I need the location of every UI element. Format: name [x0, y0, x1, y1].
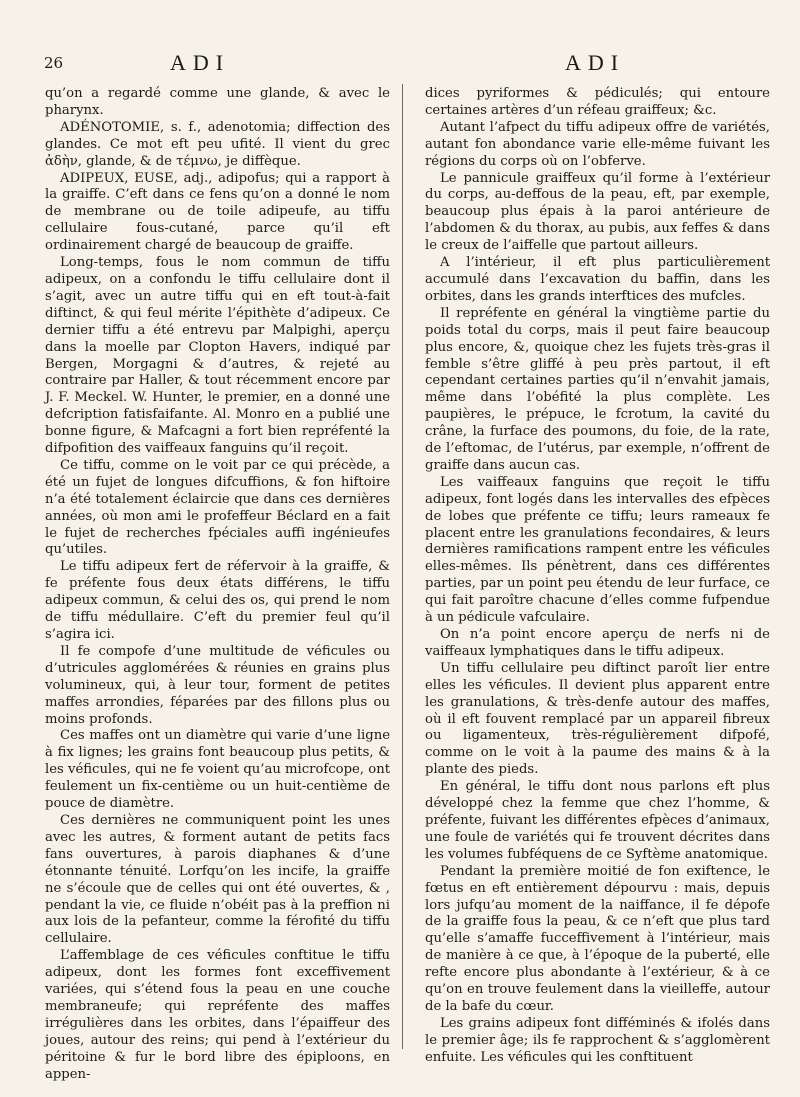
paragraph: Un tiffu cellulaire peu diftinct paroît lier entre elles les véficules. Il devient plus apparent entre les granulations, & très-denfe autour des maffes, où il eft fouvent remplacé par un appareil fibreux ou ligamenteux, très-régulièrement difpofé, comme on le voit à la paume des mains & à la plante des pieds.	[425, 660, 770, 778]
paragraph: Les grains adipeux font difféminés & ifolés dans le premier âge; ils fe rapprochent & s’agglomèrent enfuite. Les véficules qui les conftituent	[425, 1015, 770, 1065]
paragraph: Les vaiffeaux fanguins que reçoit le tiffu adipeux, font logés dans les intervalles des efpèces de lobes que préfente ce tiffu; leurs rameaux fe placent entre les granulations fecondaires, & leurs dernières ramifications rampent entre les véficules elles-mêmes. Ils pénètrent, dans ces différentes parties, par un point peu étendu de leur furface, ce qui fait paroître chacune d’elles comme fufpendue à un pédicule vafculaire.	[425, 474, 770, 626]
entry-adipeux: ADIPEUX, EUSE, adj., adipofus; qui a rapport à la graiffe. C’eft dans ce fens qu’on a donné le nom de membrane ou de toile adipeufe, au tiffu cellulaire fous-cutané, parce qu’il eft ordinairement chargé de beaucoup de graiffe.	[45, 170, 390, 254]
running-head-left: ADI	[170, 50, 231, 75]
paragraph: Long-temps, fous le nom commun de tiffu adipeux, on a confondu le tiffu cellulaire dont il s’agit, avec un autre tiffu qui en eft tout-à-fait diftinct, & qui feul mérite l’épithète d’adipeux. Ce dernier tiffu a été entrevu par Malpighi, aperçu dans la moelle par Clopton Havers, indiqué par Bergen, Morgagni & d’autres, & rejeté au contraire par Haller, & tout récemment encore par J. F. Meckel. W. Hunter, le premier, en a donné une defcription fatisfaifante. Al. Monro en a publié une bonne figure, & Mafcagni a fort bien repréfenté la difpofition des vaiffeaux fanguins qu’il reçoit.	[45, 255, 390, 457]
paragraph: Ces dernières ne communiquent point les unes avec les autres, & forment autant de petits facs fans ouvertures, à parois diaphanes & d’une étonnante ténuité. Lorfqu’on les incife, la graiffe ne s’écoule que de celles qui ont été ouvertes, & , pendant la vie, ce fluide n’obéit pas à la preffion ni aux lois de la pefanteur, comme la férofité du tiffu cellulaire.	[45, 812, 390, 947]
paragraph: Autant l’afpect du tiffu adipeux offre de variétés, autant fon abondance varie elle-même fuivant les régions du corps où on l’obferve.	[425, 119, 770, 169]
paragraph: Ce tiffu, comme on le voit par ce qui précède, a été un fujet de longues difcuffions, & fon hiftoire n’a été totalement éclaircie que dans ces dernières années, où mon ami le profeffeur Béclard en a fait le fujet de recherches fpéciales auffi ingénieufes qu’utiles.	[45, 457, 390, 558]
running-head-right: ADI	[565, 50, 626, 75]
paragraph: Il fe compofe d’une multitude de véficules ou d’utricules agglomérées & réunies en grains plus volumineux, qui, à leur tour, forment de petites maffes arrondies, féparées par des fillons plus ou moins profonds.	[45, 643, 390, 727]
right-column	[425, 86, 770, 1067]
page-number: 26	[44, 54, 64, 72]
column-divider	[402, 84, 403, 1049]
paragraph: On n’a point encore aperçu de nerfs ni de vaiffeaux lymphatiques dans le tiffu adipeux.	[425, 627, 770, 659]
page-header	[0, 50, 800, 80]
paragraph: qu’on a regardé comme une glande, & avec le pharynx.	[45, 86, 390, 118]
paragraph: Il repréfente en général la vingtième partie du poids total du corps, mais il peut faire beaucoup plus encore, &, quoique chez les fujets très-gras il femble s’être gliffé à peu près partout, il eft cependant certaines parties qu’il n’envahit jamais, même dans l’obéfité la plus complète. Les paupières, le prépuce, le fcrotum, la cavité du crâne, la furface des poumons, du foie, de la rate, de l’eftomac, de l’utérus, par exemple, n’offrent de graiffe dans aucun cas.	[425, 305, 770, 473]
paragraph: En général, le tiffu dont nous parlons eft plus développé chez la femme que chez l’homme, & préfente, fuivant les différentes efpèces d’animaux, une foule de variétés qui fe trouvent décrites dans les volumes fubféquens de ce Syftème anatomique.	[425, 779, 770, 862]
paragraph: Le tiffu adipeux fert de réfervoir à la graiffe, & fe préfente fous deux états différens, le tiffu adipeux commun, & celui des os, qui prend le nom de tiffu médullaire. C’eft du premier feul qu’il s’agira ici.	[45, 559, 390, 642]
left-column	[45, 86, 390, 1083]
paragraph: Ces maffes ont un diamètre qui varie d’une ligne à fix lignes; les grains font beaucoup plus petits, & les véficules, qui ne fe voient qu’au microfcope, ont feulement un fix-centième ou un huit-centième de pouce de diamètre.	[45, 728, 390, 812]
paragraph: Pendant la première moitié de fon exiftence, le fœtus en eft entièrement dépourvu : mais, depuis lors jufqu’au moment de la naiffance, il fe dépofe de la graiffe fous la peau, & ce n’eft que plus tard qu’elle s’amaffe fucceffivement à l’intérieur, mais de manière à ce que, à l’époque de la puberté, elle refte encore plus abondante à l’extérieur, & à ce qu’on en trouve feulement dans la vieilleffe, autour de la bafe du cœur.	[425, 863, 770, 1014]
paragraph: L’affemblage de ces véficules conftitue le tiffu adipeux, dont les formes font exceffivement variées, qui s’étend fous la peau en une couche membraneufe; qui repréfente des maffes irrégulières dans les orbites, dans l’épaiffeur des joues, autour des reins; qui pend à l’extérieur du péritoine & fur le bord libre des épiploons, en appen-	[45, 948, 390, 1082]
paragraph: dices pyriformes & pédiculés; qui entoure certaines artères d’un réfeau graiffeux; &c.	[425, 86, 770, 118]
entry-adenotomie: ADÉNOTOMIE, s. f., adenotomia; diffection des glandes. Ce mot eft peu ufité. Il vient du grec ἀδὴν, glande, & de τέμνω, je diffèque.	[45, 119, 390, 169]
paragraph: Le pannicule graiffeux qu’il forme à l’extérieur du corps, au-deffous de la peau, eft, par exemple, beaucoup plus épais à la paroi antérieure de l’abdomen & du thorax, au pubis, aux feffes & dans le creux de l’aiffelle que partout ailleurs.	[425, 170, 770, 254]
paragraph: A l’intérieur, il eft plus particulièrement accumulé dans l’excavation du baffin, dans les orbites, dans les grands interftices des mufcles.	[425, 255, 770, 304]
